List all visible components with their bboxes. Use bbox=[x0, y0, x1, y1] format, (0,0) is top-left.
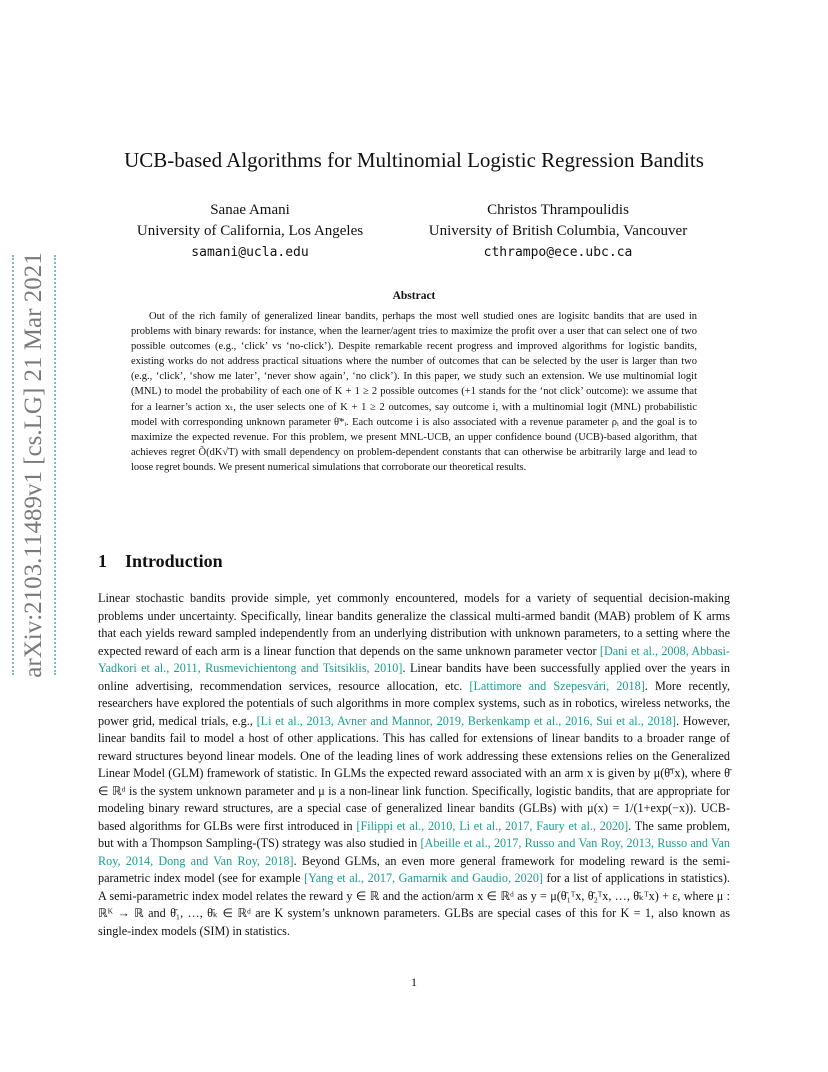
section-heading bbox=[98, 551, 223, 572]
author-email[interactable]: samani@ucla.edu bbox=[191, 245, 309, 260]
citation-link[interactable]: [Lattimore and Szepesvári, 2018] bbox=[469, 678, 645, 693]
body-text: Linear stochastic bandits provide simple, yet commonly encountered, models for a variety of sequential decision-making problems under uncertainty. Specifically, linear bandits generalize the classical multi-armed bandit (MAB) problem of K arms that each yields reward sampled independently from an underlying distribution with unknown parameters, to a setting where the expected reward of each arm is a linear function that depends on the same unknown parameter vector bbox=[98, 591, 730, 658]
abstract-heading: Abstract bbox=[392, 290, 436, 302]
body-text: . However, linear bandits fail to model a host of other applications. This has called for extensions of linear bandits to a broader range of reward structures beyond linear models. One of the leading lines of work addressing these extensions relies on the Generalized Linear Model (GLM) framework of statistic. In GLMs the expected reward associated with an arm x is given by μ(θ̄ᵀx), where θ̄ ∈ ℝᵈ is the system unknown parameter and μ is a non-linear link function. Specifically, logistic bandits, that are appropriate for modeling binary reward structures, are a special case of generalized linear bandits (GLBs) with μ(x) = 1/(1+exp(−x)). UCB-based algorithms for GLBs were first introduced in bbox=[98, 713, 730, 833]
body-text: . More recently, researchers have explored the potentials of such algorithms in more complex systems, such as in robotics, wireless networks, the power grid, medical trials, e.g., bbox=[98, 678, 730, 728]
citation-link[interactable]: [Filippi et al., 2010, Li et al., 2017, Faury et al., 2020] bbox=[356, 818, 629, 833]
abstract-text: Out of the rich family of generalized linear bandits, perhaps the most well studied ones are logisitc bandits that are used in problems with binary rewards: for instance, when the learner/agent tries to maximize the profit over a user that can select one of two possible outcomes (e.g., ‘click’ vs ‘no-click’). Despite remarkable recent progress and improved algorithms for logistic bandits, existing works do not address practical situations where the number of outcomes that can be selected by the user is larger than two (e.g., ‘click’, ‘show me later’, ‘never show again’, ‘no click’). In this paper, we study such an extension. We use multinomial logit (MNL) to model the probability of each one of K + 1 ≥ 2 possible outcomes (+1 stands for the ‘not click’ outcome): we assume that for a learner’s action xₜ, the user selects one of K + 1 ≥ 2 outcomes, say outcome i, with a multinomial logit (MNL) probabilistic model with corresponding unknown parameter θ̄*ᵢ. Each outcome i is also associated with a revenue parameter ρᵢ and the goal is to maximize the expected revenue. For this problem, we present MNL-UCB, an upper confidence bound (UCB)-based algorithm, that achieves regret Õ(dK√T) with small dependency on problem-dependent constants that can otherwise be arbitrarily large and lead to loose regret bounds. We present numerical simulations that corroborate our theoretical results. bbox=[131, 311, 697, 473]
arxiv-id: arXiv:2103.11489v1 [cs.LG] 21 Mar 2021 bbox=[20, 252, 47, 678]
author-email[interactable]: cthrampo@ece.ubc.ca bbox=[483, 245, 633, 260]
introduction-body bbox=[98, 590, 730, 940]
section-number: 1 bbox=[98, 551, 107, 571]
author-affiliation: University of California, Los Angeles bbox=[136, 223, 364, 239]
page-number: 1 bbox=[411, 975, 417, 989]
arxiv-stamp bbox=[12, 252, 56, 678]
author-block-1 bbox=[100, 200, 400, 263]
section-title: Introduction bbox=[125, 551, 223, 571]
body-text: . Linear bandits have been successfully applied over the years in online advertising, recommendation services, resource allocation, etc. bbox=[98, 661, 730, 693]
citation-link[interactable]: [Li et al., 2013, Avner and Mannor, 2019, Berkenkamp et al., 2016, Sui et al., 2018] bbox=[256, 713, 676, 728]
author-affiliation: University of British Columbia, Vancouver bbox=[428, 223, 688, 239]
body-text: . Beyond GLMs, an even more general framework for modeling reward is the semi-parametric index model (see for example bbox=[98, 853, 730, 885]
body-text: for a list of applications in statistics). A semi-parametric index model relates the reward y ∈ ℝ and the action/arm x ∈ ℝᵈ as y = μ(θ̄₁ᵀx, θ̄₂ᵀx, …, θ̄ₖᵀx) + ε, where μ : ℝᴷ → ℝ and θ̄₁, …, θ̄ₖ ∈ ℝᵈ are K system’s unknown parameters. GLBs are special cases of this for K = 1, also known as single-index models (SIM) in statistics. bbox=[98, 871, 730, 938]
citation-link[interactable]: [Yang et al., 2017, Gamarnik and Gaudio, 2020] bbox=[304, 871, 543, 885]
author-name: Christos Thrampoulidis bbox=[487, 202, 629, 218]
body-text: . The same problem, but with a Thompson Sampling-(TS) strategy was also studied in bbox=[98, 818, 730, 850]
author-block-2 bbox=[408, 200, 708, 263]
paper-title: UCB-based Algorithms for Multinomial Logistic Regression Bandits bbox=[124, 148, 704, 172]
citation-link[interactable]: [Abeille et al., 2017, Russo and Van Roy, 2013, Russo and Van Roy, 2014, Dong and Van Roy, 2018] bbox=[98, 836, 730, 868]
citation-link[interactable]: [Dani et al., 2008, Abbasi-Yadkori et al., 2011, Rusmevichientong and Tsitsiklis, 2010] bbox=[98, 643, 730, 675]
author-name: Sanae Amani bbox=[210, 202, 290, 218]
